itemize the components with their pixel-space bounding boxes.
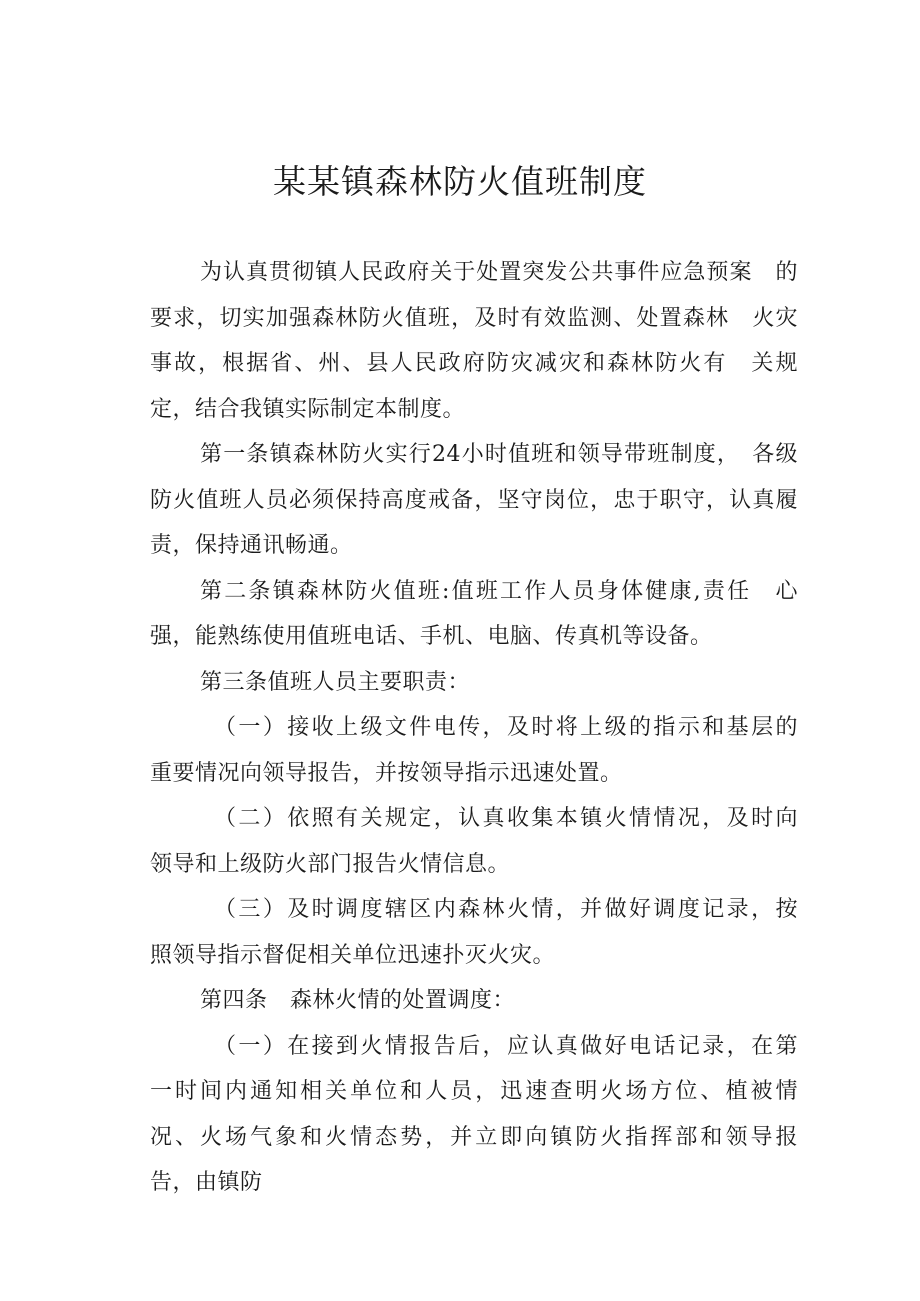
- paragraph-article-4-item-1: （一）在接到火情报告后，应认真做好电话记录，在第 一时间内通知相关单位和人员，迅速查明火场方位、植被情 况、火场气象和火情态势，并立即向镇防火指挥部和领导报 告，由镇防: [150, 1033, 821, 1195]
- document-body: [150, 250, 821, 1206]
- paragraph-article-3-item-2: （二）依照有关规定，认真收集本镇火情情况，及时向 领导和上级防火部门报告火情信息。: [150, 806, 821, 877]
- paragraph-article-2: 第二条镇森林防火值班:值班工作人员身体健康,责任 心强，能熟练使用值班电话、手机、电脑、传真机等设备。: [150, 578, 798, 649]
- paragraph-article-3-item-3: （三）及时调度辖区内森林火情，并做好调度记录，按 照领导指示督促相关单位迅速扑灭火灾。: [150, 897, 821, 968]
- paragraph-article-3-item-1: （一）接收上级文件电传，及时将上级的指示和基层的 重要情况向领导报告，并按领导指示迅速处置。: [150, 715, 821, 786]
- paragraph-intro: 为认真贯彻镇人民政府关于处置突发公共事件应急预案 的要求，切实加强森林防火值班，及时有效监测、处置森林 火灾事故，根据省、州、县人民政府防灾减灾和森林防火有 关规定，结合我镇实际制定本制度。: [150, 260, 798, 422]
- paragraph-article-3: 第三条值班人员主要职责：: [200, 669, 471, 695]
- paragraph-article-1: 第一条镇森林防火实行24小时值班和领导带班制度， 各级防火值班人员必须保持高度戒备，坚守岗位，忠于职守，认真履责，保持通讯畅通。: [150, 442, 798, 558]
- paragraph-article-4: 第四条 森林火情的处置调度：: [200, 988, 516, 1013]
- document-title: 某某镇森林防火值班制度: [273, 162, 647, 201]
